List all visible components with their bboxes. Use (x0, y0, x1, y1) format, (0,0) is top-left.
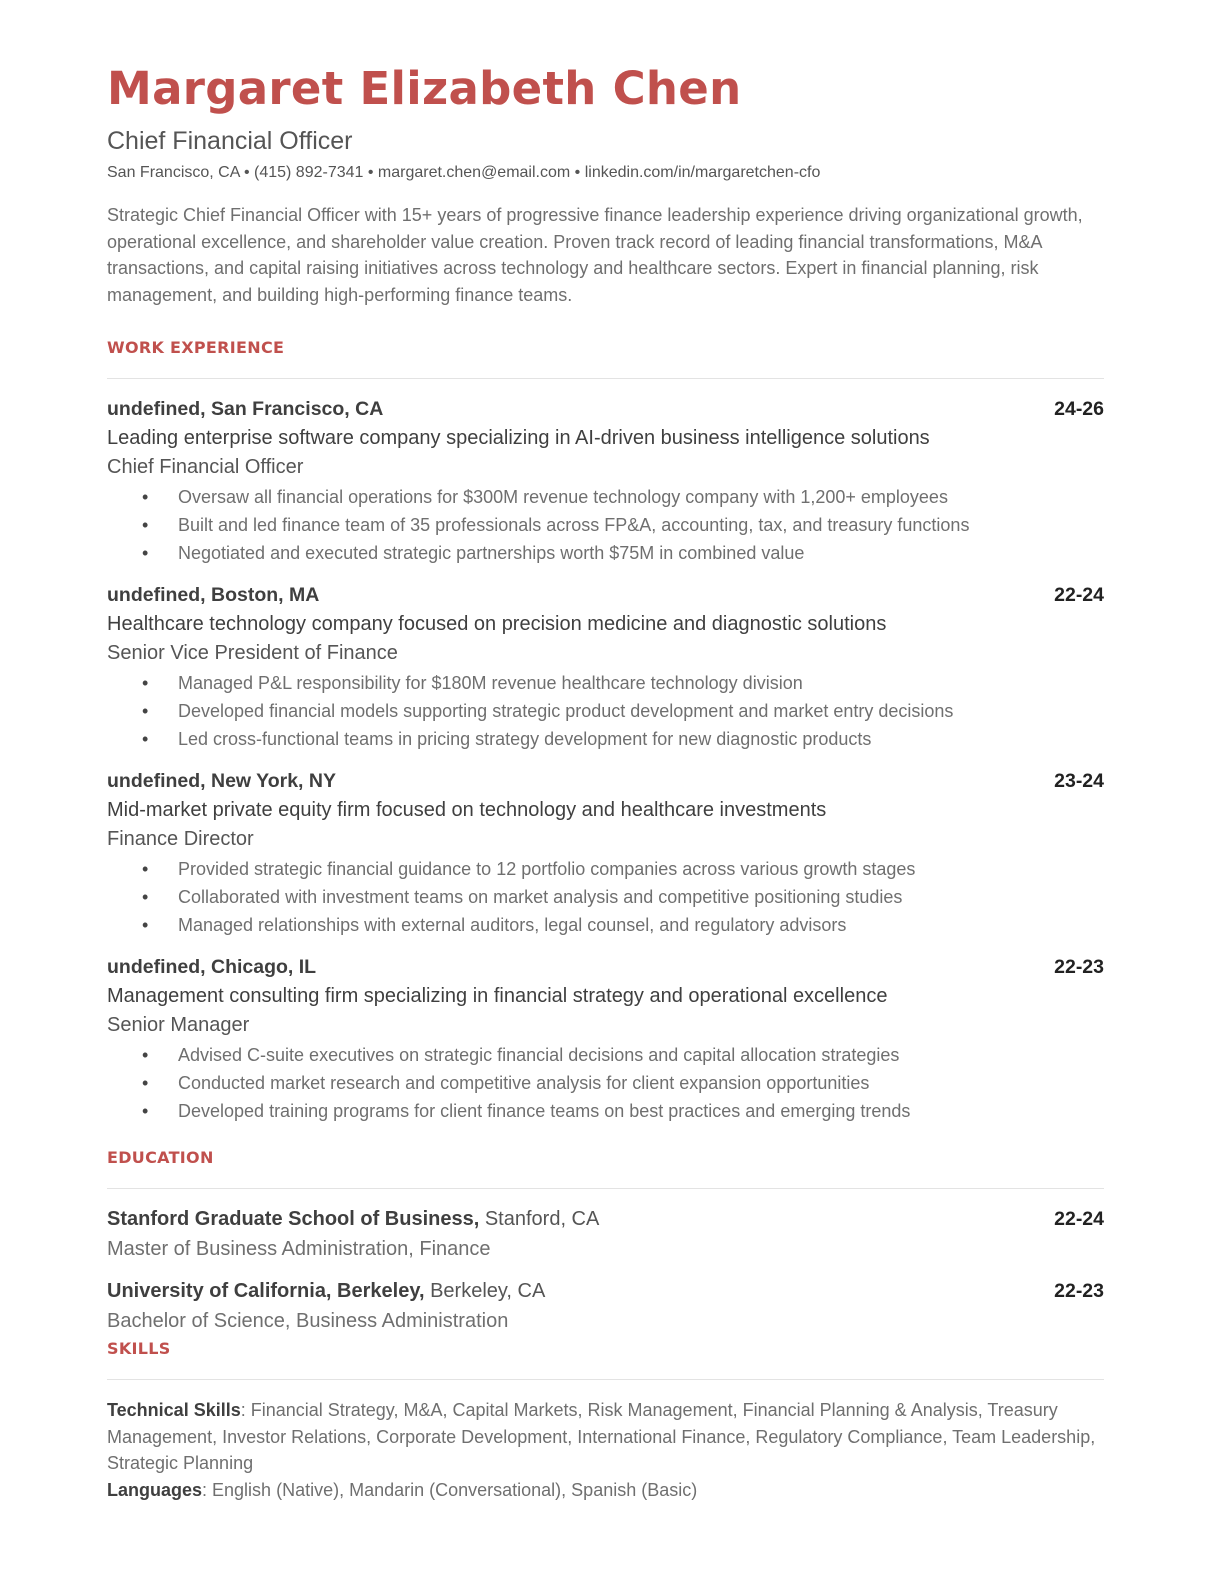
school-name: Stanford Graduate School of Business, (107, 1208, 480, 1230)
professional-summary: Strategic Chief Financial Officer with 15+ years of progressive finance leadership experience driving organizational growth, operational excellence, and shareholder value creation. Proven track record of leading financial transformations, M&A transactions, and capital raising initiatives across technology and healthcare sectors. Expert in financial planning, risk management, and building high-performing finance teams. (107, 205, 1083, 306)
job-bullet (142, 887, 902, 908)
job-bullet (142, 915, 846, 936)
bullet-text: Advised C-suite executives on strategic financial decisions and capital allocation strategies (178, 1045, 900, 1065)
languages-label: Languages (107, 1479, 203, 1500)
job-bullet (142, 701, 953, 722)
job-role: Finance Director (107, 828, 254, 850)
bullet-icon: • (142, 1101, 149, 1121)
job-bullet (142, 729, 871, 750)
bullet-text: Developed financial models supporting strategic product development and market entry decisions (178, 701, 954, 721)
bullet-text: Managed relationships with external auditors, legal counsel, and regulatory advisors (178, 915, 847, 935)
bullet-icon: • (142, 729, 149, 749)
bullet-icon: • (142, 887, 149, 907)
section-divider (107, 1379, 1104, 1380)
job-date: 22-24 (1054, 584, 1104, 606)
section-heading-experience: WORK EXPERIENCE (107, 338, 285, 357)
job-heading: undefined, Boston, MA (107, 584, 320, 606)
education-date: 22-24 (1054, 1208, 1104, 1230)
education-date: 22-23 (1054, 1280, 1104, 1302)
section-heading-skills: SKILLS (107, 1339, 171, 1358)
education-entry-heading (107, 1280, 545, 1303)
company-description: Healthcare technology company focused on precision medicine and diagnostic solutions (107, 613, 887, 635)
languages-value: : English (Native), Mandarin (Conversational), Spanish (Basic) (202, 1479, 698, 1500)
job-bullet (142, 673, 803, 694)
job-heading: undefined, New York, NY (107, 770, 336, 792)
bullet-icon: • (142, 1073, 149, 1093)
company-description: Management consulting firm specializing in financial strategy and operational excellence (107, 985, 888, 1007)
job-date: 22-23 (1054, 956, 1104, 978)
bullet-text: Managed P&L responsibility for $180M revenue healthcare technology division (178, 673, 803, 693)
technical-skills-value: : Financial Strategy, M&A, Capital Markets, Risk Management, Financial Planning & Analysis, Treasury Management, Investor Relations, Corporate Development, International Finance, Regulatory Compliance, Team Leadership, Strategic Planning (107, 1400, 1096, 1473)
section-divider (107, 1188, 1104, 1189)
degree: Master of Business Administration, Finance (107, 1238, 491, 1260)
job-bullet (142, 1045, 899, 1066)
bullet-icon: • (142, 543, 149, 563)
candidate-title: Chief Financial Officer (107, 127, 353, 155)
bullet-text: Developed training programs for client finance teams on best practices and emerging trends (178, 1101, 911, 1121)
school-name: University of California, Berkeley, (107, 1280, 425, 1302)
bullet-text: Collaborated with investment teams on market analysis and competitive positioning studies (178, 887, 903, 907)
job-bullet (142, 859, 915, 880)
languages (107, 1477, 1107, 1504)
job-heading: undefined, Chicago, IL (107, 956, 317, 978)
job-bullet (142, 1073, 869, 1094)
company-description: Leading enterprise software company specializing in AI-driven business intelligence solutions (107, 427, 930, 449)
company-description: Mid-market private equity firm focused on technology and healthcare investments (107, 799, 827, 821)
technical-skills-label: Technical Skills (107, 1400, 241, 1420)
school-location: Berkeley, CA (424, 1280, 546, 1302)
section-heading-education: EDUCATION (107, 1148, 214, 1167)
job-bullet (142, 487, 948, 508)
bullet-icon: • (142, 701, 149, 721)
bullet-text: Built and led finance team of 35 professionals across FP&A, accounting, tax, and treasury functions (178, 515, 970, 535)
bullet-text: Provided strategic financial guidance to 12 portfolio companies across various growth stages (178, 859, 916, 879)
job-date: 23-24 (1054, 770, 1104, 792)
bullet-icon: • (142, 515, 149, 535)
bullet-icon: • (142, 1045, 149, 1065)
technical-skills (107, 1397, 1107, 1477)
job-role: Senior Vice President of Finance (107, 642, 398, 664)
bullet-icon: • (142, 673, 149, 693)
school-location: Stanford, CA (479, 1208, 600, 1230)
bullet-icon: • (142, 487, 149, 507)
bullet-text: Negotiated and executed strategic partnerships worth $75M in combined value (178, 543, 805, 563)
candidate-name: Margaret Elizabeth Chen (107, 62, 742, 115)
bullet-text: Conducted market research and competitive analysis for client expansion opportunities (178, 1073, 870, 1093)
job-role: Senior Manager (107, 1014, 250, 1036)
skills-block (107, 1397, 1107, 1503)
contact-line: San Francisco, CA • (415) 892-7341 • margaret.chen@email.com • linkedin.com/in/margaretchen-cfo (107, 164, 821, 181)
bullet-text: Oversaw all financial operations for $300M revenue technology company with 1,200+ employees (178, 487, 948, 507)
bullet-icon: • (142, 859, 149, 879)
job-bullet (142, 1101, 910, 1122)
bullet-icon: • (142, 915, 149, 935)
degree: Bachelor of Science, Business Administration (107, 1310, 509, 1332)
job-bullet (142, 515, 969, 536)
job-bullet (142, 543, 804, 564)
job-date: 24-26 (1054, 398, 1104, 420)
section-divider (107, 378, 1104, 379)
job-role: Chief Financial Officer (107, 456, 304, 478)
education-entry-heading (107, 1208, 599, 1231)
job-heading: undefined, San Francisco, CA (107, 398, 384, 420)
bullet-text: Led cross-functional teams in pricing strategy development for new diagnostic products (178, 729, 872, 749)
